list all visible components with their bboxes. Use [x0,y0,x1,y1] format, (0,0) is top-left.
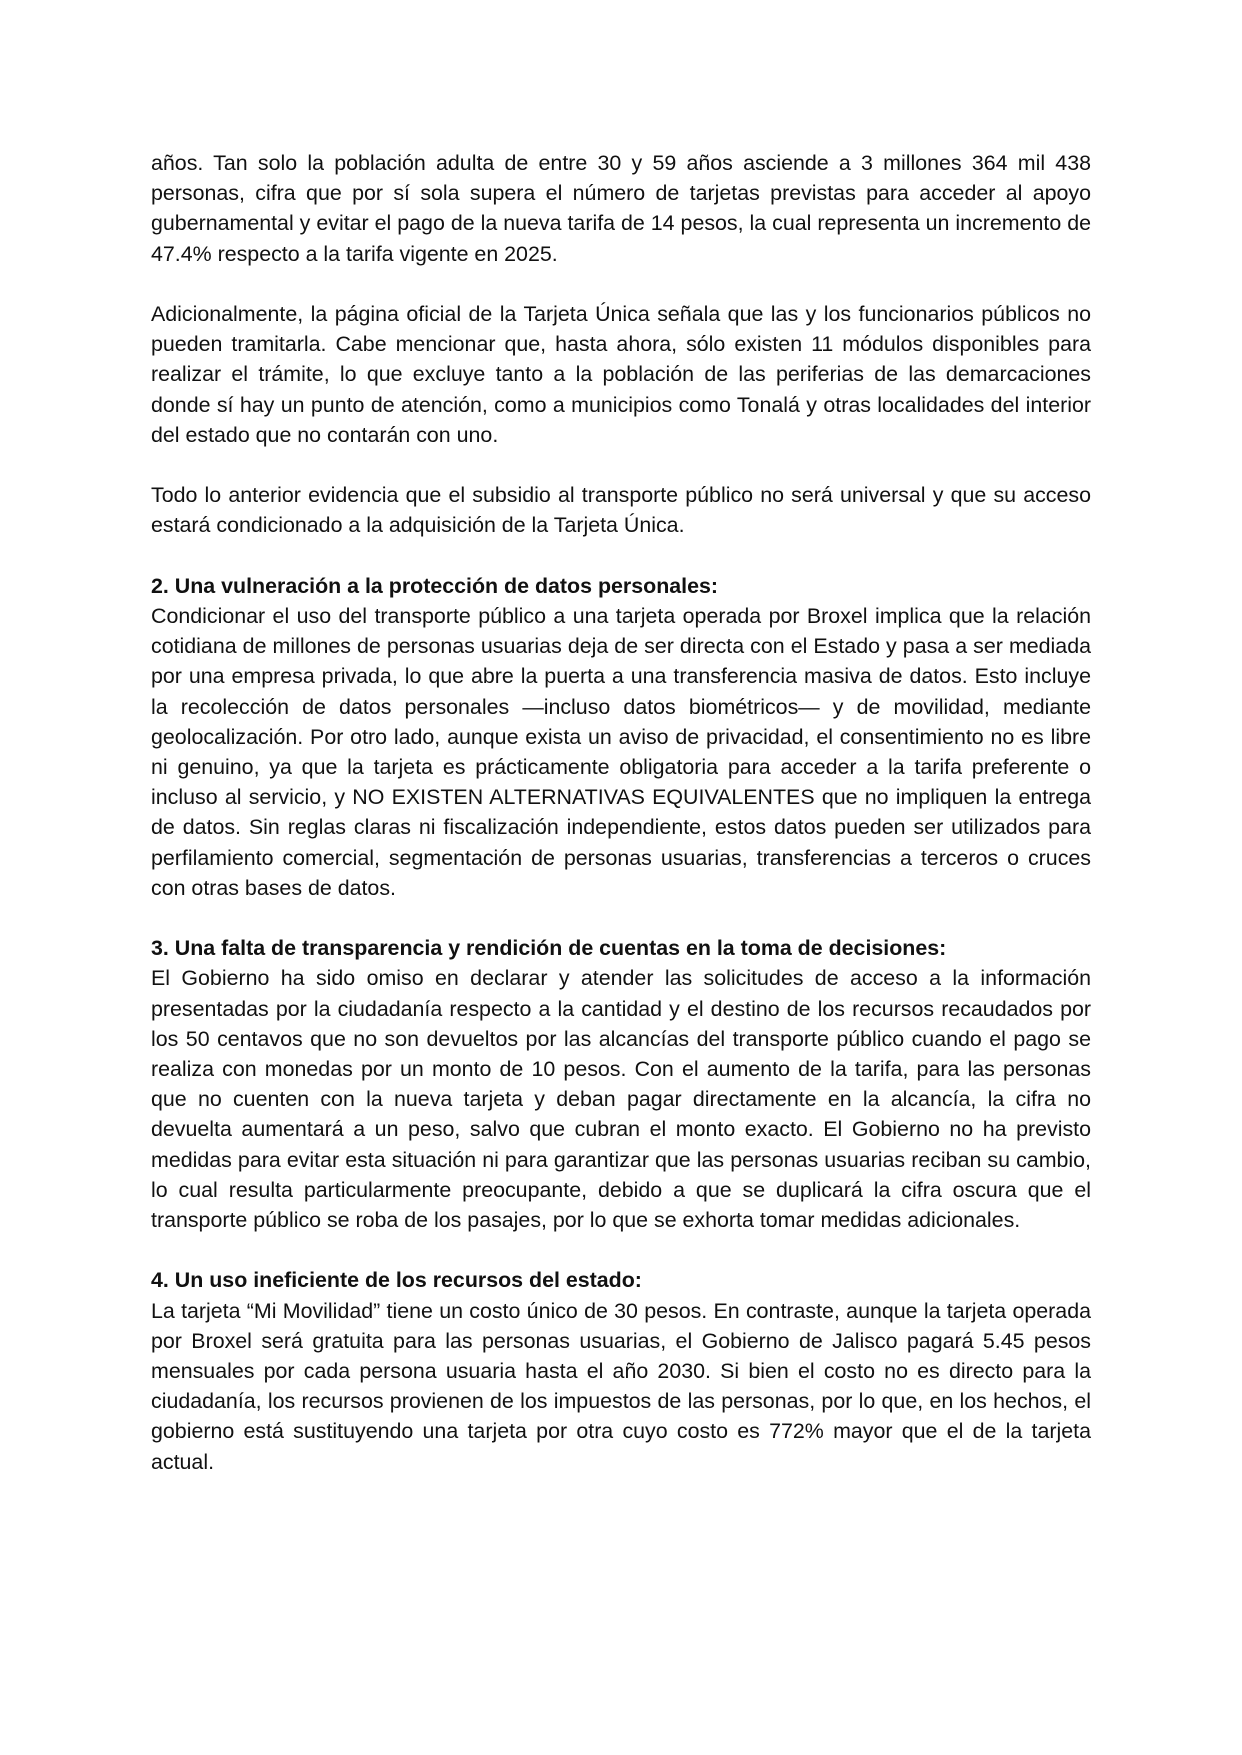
paragraph-population: años. Tan solo la población adulta de entre 30 y 59 años asciende a 3 millones 364 mil 438 personas, cifra que por sí sola supera el número de tarjetas previstas para acceder al apoyo gubernamental y evitar el pago de la nueva tarifa de 14 pesos, la cual representa un incremento de 47.4% respecto a la tarifa vigente en 2025. [151,151,1091,266]
section-heading: 4. Un uso ineficiente de los recursos del estado: [151,1268,642,1293]
section-transparency [151,933,1091,1235]
section-heading: 2. Una vulneración a la protección de datos personales: [151,573,719,598]
section-data-protection [151,571,1091,903]
section-heading: 3. Una falta de transparencia y rendición de cuentas en la toma de decisiones: [151,936,947,961]
section-resources [151,1265,1091,1476]
paragraph-modules: Adicionalmente, la página oficial de la Tarjeta Única señala que las y los funcionarios públicos no pueden tramitarla. Cabe mencionar que, hasta ahora, sólo existen 11 módulos disponibles para realizar el trámite, lo que excluye tanto a la población de las periferias de las demarcaciones donde sí hay un punto de atención, como a municipios como Tonalá y otras localidades del interior del estado que no contarán con uno. [151,302,1091,447]
section-body: El Gobierno ha sido omiso en declarar y atender las solicitudes de acceso a la información presentadas por la ciudadanía respecto a la cantidad y el destino de los recursos recaudados por los 50 centavos que no son devueltos por las alcancías del transporte público cuando el pago se realiza con monedas por un monto de 10 pesos. Con el aumento de la tarifa, para las personas que no cuenten con la nueva tarjeta y deban pagar directamente en la alcancía, la cifra no devuelta aumentará a un peso, salvo que cubran el monto exacto. El Gobierno no ha previsto medidas para evitar esta situación ni para garantizar que las personas usuarias reciban su cambio, lo cual resulta particularmente preocupante, debido a que se duplicará la cifra oscura que el transporte público se roba de los pasajes, por lo que se exhorta tomar medidas adicionales. [151,966,1091,1233]
section-body: La tarjeta “Mi Movilidad” tiene un costo único de 30 pesos. En contraste, aunque la tarjeta operada por Broxel será gratuita para las personas usuarias, el Gobierno de Jalisco pagará 5.45 pesos mensuales por cada persona usuaria hasta el año 2030. Si bien el costo no es directo para la ciudadanía, los recursos provienen de los impuestos de las personas, por lo que, en los hechos, el gobierno está sustituyendo una tarjeta por otra cuyo costo es 772% mayor que el de la tarjeta actual. [151,1298,1091,1474]
section-body: Condicionar el uso del transporte público a una tarjeta operada por Broxel implica que la relación cotidiana de millones de personas usuarias deja de ser directa con el Estado y pasa a ser mediada por una empresa privada, lo que abre la puerta a una transferencia masiva de datos. Esto incluye la recolección de datos personales —incluso datos biométricos— y de movilidad, mediante geolocalización. Por otro lado, aunque exista un aviso de privacidad, el consentimiento no es libre ni genuino, ya que la tarjeta es prácticamente obligatoria para acceder a la tarifa preferente o incluso al servicio, y NO EXISTEN ALTERNATIVAS EQUIVALENTES que no impliquen la entrega de datos. Sin reglas claras ni fiscalización independiente, estos datos pueden ser utilizados para perfilamiento comercial, segmentación de personas usuarias, transferencias a terceros o cruces con otras bases de datos. [151,604,1091,900]
document-page [151,148,1091,1507]
paragraph-conclusion: Todo lo anterior evidencia que el subsidio al transporte público no será universal y que su acceso estará condicionado a la adquisición de la Tarjeta Única. [151,483,1091,538]
